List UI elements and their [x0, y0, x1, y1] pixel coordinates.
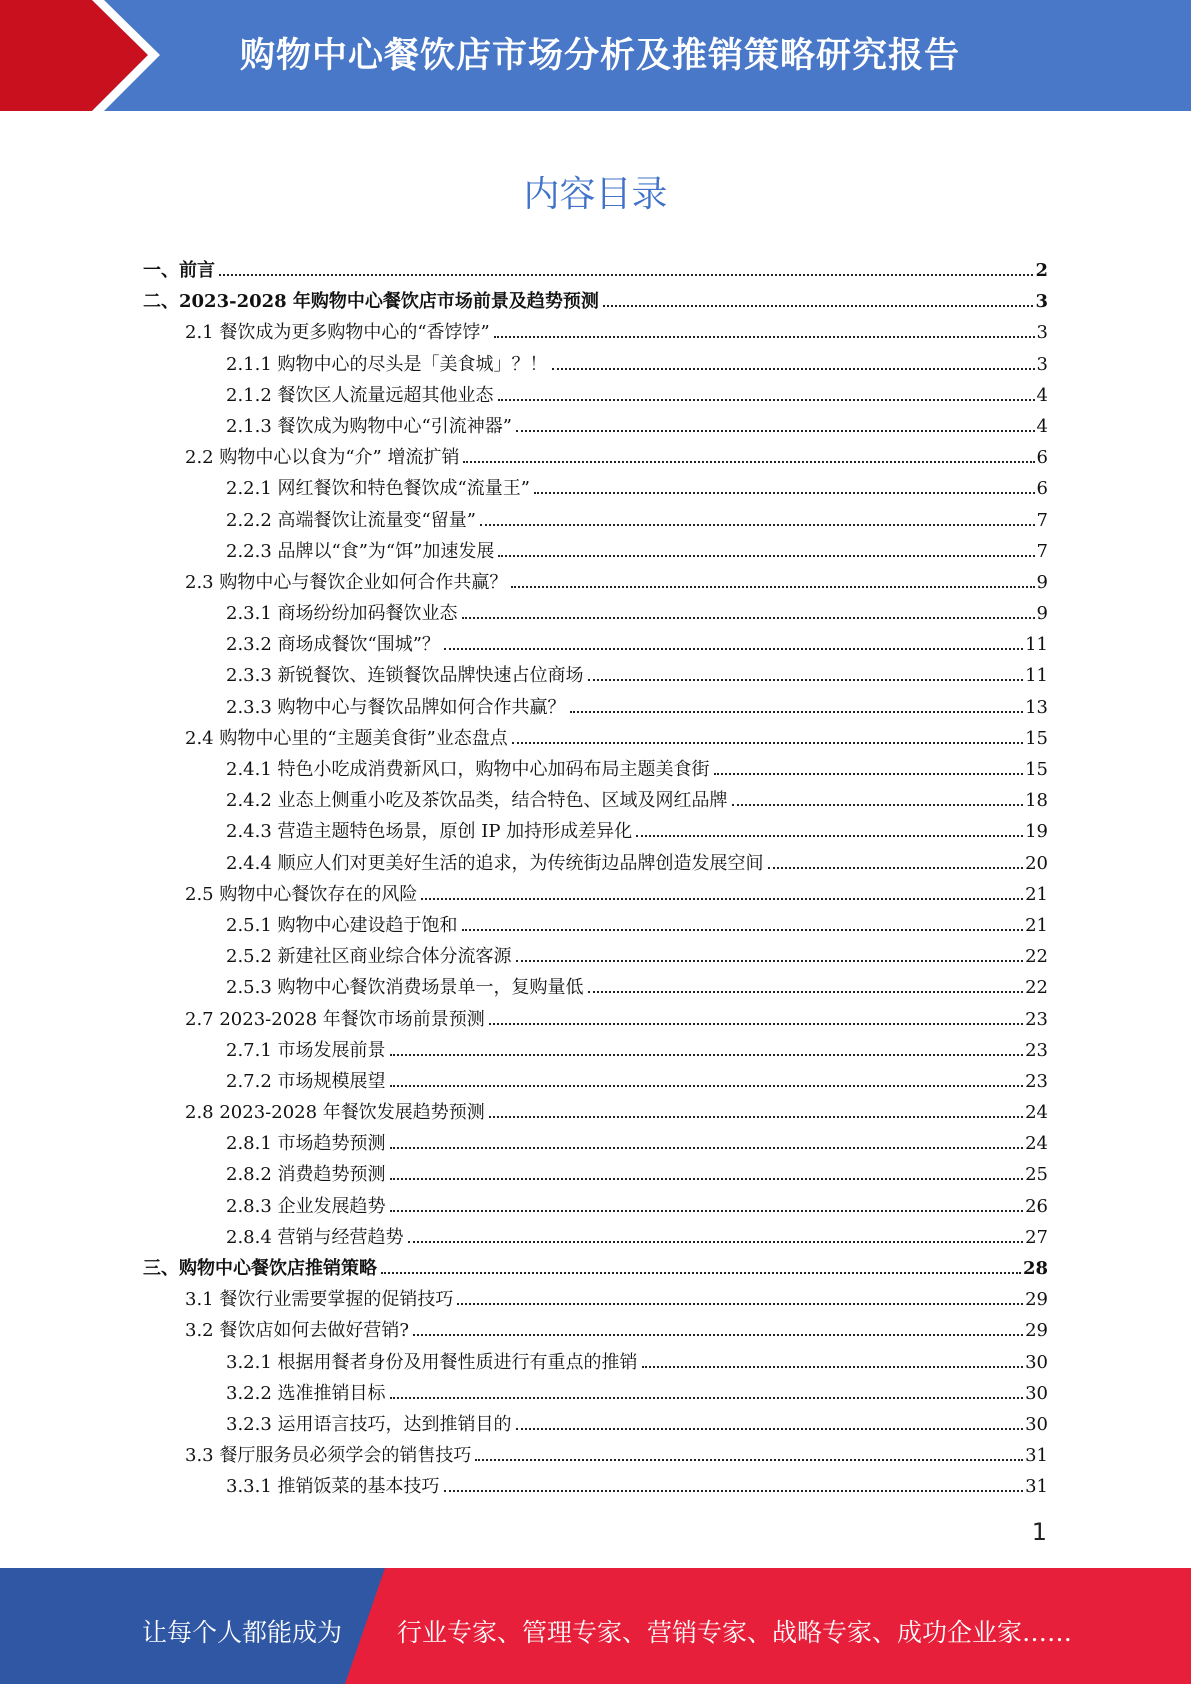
toc-entry-title: 3.2.2 选准推销目标: [226, 1382, 386, 1404]
toc-dot-leader: [390, 1054, 1024, 1056]
toc-dot-leader: [489, 1116, 1023, 1118]
toc-entry[interactable]: [143, 1471, 1048, 1502]
toc-entry[interactable]: [143, 1066, 1048, 1097]
toc-dot-leader: [534, 492, 1035, 494]
toc-entry[interactable]: [143, 286, 1048, 317]
toc-dot-leader: [408, 1241, 1024, 1243]
footer-banner: [0, 1568, 1191, 1684]
toc-entry-page: 30: [1025, 1351, 1048, 1373]
toc-dot-leader: [463, 461, 1034, 463]
toc-entry-page: 15: [1025, 759, 1048, 780]
toc-entry-page: 30: [1025, 1382, 1048, 1404]
toc-entry-title: 2.8.1 市场趋势预测: [226, 1133, 386, 1155]
toc-entry-title: 3.2.1 根据用餐者身份及用餐性质进行有重点的推销: [226, 1351, 638, 1373]
toc-entry[interactable]: [143, 910, 1048, 941]
toc-dot-leader: [462, 617, 1035, 619]
toc-entry-title: 3.3 餐厅服务员必须学会的销售技巧: [185, 1445, 472, 1467]
toc-dot-leader: [390, 1397, 1024, 1399]
table-of-contents: [143, 255, 1048, 1503]
toc-entry-title: 2.1.3 餐饮成为购物中心“引流神器”: [226, 415, 512, 437]
toc-entry[interactable]: [143, 754, 1048, 785]
toc-entry[interactable]: [143, 1284, 1048, 1315]
toc-dot-leader: [552, 368, 1035, 370]
toc-entry-title: 2.3.3 购物中心与餐饮品牌如何合作共赢？: [226, 696, 566, 718]
toc-entry[interactable]: [143, 629, 1048, 660]
toc-entry-page: 9: [1036, 571, 1048, 593]
toc-entry-title: 2.7.2 市场规模展望: [226, 1070, 386, 1092]
toc-entry-title: 2.8 2023-2028 年餐饮发展趋势预测: [185, 1102, 485, 1124]
toc-dot-leader: [498, 399, 1035, 401]
toc-entry-title: 一、前言: [143, 260, 215, 281]
toc-entry-page: 18: [1025, 790, 1048, 812]
toc-entry-page: 23: [1025, 1008, 1048, 1030]
toc-entry-page: 27: [1025, 1226, 1048, 1248]
toc-dot-leader: [588, 991, 1024, 993]
toc-dot-leader: [516, 1428, 1024, 1430]
toc-dot-leader: [516, 960, 1024, 962]
toc-entry-title: 二、2023-2028 年购物中心餐饮店市场前景及趋势预测: [143, 291, 599, 313]
toc-entry-page: 31: [1025, 1476, 1048, 1498]
toc-entry-page: 29: [1025, 1289, 1048, 1311]
toc-entry[interactable]: [143, 941, 1048, 972]
toc-entry[interactable]: [143, 660, 1048, 691]
toc-entry-title: 2.3 购物中心与餐饮企业如何合作共赢？: [185, 571, 508, 593]
toc-dot-leader: [457, 1303, 1023, 1305]
toc-entry[interactable]: [143, 380, 1048, 411]
toc-entry-title: 2.3.1 商场纷纷加码餐饮业态: [226, 603, 458, 625]
toc-dot-leader: [768, 867, 1024, 869]
toc-dot-leader: [642, 1366, 1024, 1368]
toc-entry-title: 2.8.2 消费趋势预测: [226, 1164, 386, 1186]
toc-entry[interactable]: [143, 1378, 1048, 1409]
toc-dot-leader: [390, 1210, 1024, 1212]
footer-slogan-right: 行业专家、管理专家、营销专家、战略专家、成功企业家……: [397, 1618, 1073, 1647]
toc-entry-page: 24: [1025, 1133, 1048, 1155]
toc-entry-title: 3.2 餐饮店如何去做好营销?: [185, 1320, 409, 1342]
toc-entry-page: 31: [1025, 1445, 1048, 1467]
toc-entry[interactable]: [143, 255, 1048, 286]
toc-entry[interactable]: [143, 1128, 1048, 1159]
toc-dot-leader: [714, 773, 1024, 775]
toc-entry[interactable]: [143, 1347, 1048, 1378]
toc-entry-page: 11: [1025, 634, 1048, 656]
toc-entry-page: 6: [1036, 447, 1048, 469]
toc-entry-page: 22: [1025, 977, 1048, 999]
toc-entry-page: 22: [1025, 946, 1048, 968]
toc-entry-title: 2.1.1 购物中心的尽头是「美食城」？！: [226, 353, 548, 375]
toc-entry[interactable]: [143, 1159, 1048, 1190]
toc-dot-leader: [390, 1147, 1024, 1149]
toc-entry-title: 3.2.3 运用语言技巧，达到推销目的: [226, 1413, 512, 1435]
toc-entry-title: 2.3.2 商场成餐饮“围城”？: [226, 634, 440, 656]
toc-entry-page: 29: [1025, 1320, 1048, 1342]
toc-entry-title: 2.1.2 餐饮区人流量远超其他业态: [226, 384, 494, 406]
toc-dot-leader: [381, 1272, 1021, 1274]
toc-entry-page: 9: [1036, 603, 1048, 625]
toc-entry-page: 23: [1025, 1039, 1048, 1061]
toc-dot-leader: [489, 1023, 1023, 1025]
toc-entry[interactable]: [143, 1222, 1048, 1253]
toc-entry-title: 2.5.2 新建社区商业综合体分流客源: [226, 946, 512, 968]
toc-dot-leader: [498, 555, 1034, 557]
toc-entry-page: 15: [1025, 727, 1048, 749]
toc-entry-title: 2.4.1 特色小吃成消费新风口，购物中心加码布局主题美食街: [226, 759, 710, 780]
toc-entry-title: 2.5 购物中心餐饮存在的风险: [185, 883, 418, 905]
toc-dot-leader: [636, 835, 1023, 837]
toc-entry-page: 24: [1025, 1102, 1048, 1124]
toc-entry[interactable]: [143, 1409, 1048, 1440]
toc-entry[interactable]: [143, 411, 1048, 442]
toc-entry[interactable]: [143, 1004, 1048, 1035]
toc-dot-leader: [588, 679, 1024, 681]
toc-entry-title: 2.2.1 网红餐饮和特色餐饮成“流量王”: [226, 478, 530, 500]
toc-entry-page: 7: [1036, 509, 1048, 531]
toc-entry-title: 2.8.4 营销与经营趋势: [226, 1226, 404, 1248]
toc-dot-leader: [732, 804, 1024, 806]
toc-entry-title: 2.5.3 购物中心餐饮消费场景单一，复购量低: [226, 977, 584, 999]
toc-dot-leader: [512, 742, 1023, 744]
toc-dot-leader: [570, 711, 1024, 713]
toc-entry[interactable]: [143, 816, 1048, 847]
toc-entry-page: 3: [1036, 322, 1048, 344]
toc-entry-page: 6: [1036, 478, 1048, 500]
toc-entry-title: 2.4.4 顺应人们对更美好生活的追求，为传统街边品牌创造发展空间: [226, 852, 764, 874]
toc-dot-leader: [603, 305, 1034, 307]
toc-entry-title: 3.3.1 推销饭菜的基本技巧: [226, 1476, 440, 1498]
toc-entry-page: 21: [1025, 883, 1048, 905]
toc-entry-title: 2.2.2 高端餐饮让流量变“留量”: [226, 509, 476, 531]
toc-entry-page: 4: [1036, 384, 1048, 406]
toc-entry-title: 2.7 2023-2028 年餐饮市场前景预测: [185, 1008, 485, 1030]
toc-dot-leader: [444, 1490, 1024, 1492]
toc-entry-page: 30: [1025, 1413, 1048, 1435]
toc-entry[interactable]: [143, 349, 1048, 380]
toc-entry[interactable]: [143, 1035, 1048, 1066]
toc-entry-page: 11: [1025, 665, 1048, 687]
header-banner: [0, 0, 1191, 111]
toc-dot-leader: [511, 586, 1034, 588]
toc-entry-page: 26: [1025, 1195, 1048, 1217]
toc-title: 内容目录: [523, 174, 668, 215]
toc-entry[interactable]: [143, 1440, 1048, 1471]
toc-entry[interactable]: [143, 723, 1048, 754]
toc-entry-page: 21: [1025, 914, 1048, 936]
toc-entry-title: 2.7.1 市场发展前景: [226, 1039, 386, 1061]
toc-entry-page: 3: [1036, 353, 1048, 375]
toc-entry-page: 13: [1025, 696, 1048, 718]
toc-entry-page: 28: [1022, 1258, 1048, 1279]
toc-entry[interactable]: [143, 567, 1048, 598]
toc-entry-title: 2.4.3 营造主题特色场景，原创 IP 加持形成差异化: [226, 821, 633, 843]
header-title: 购物中心餐饮店市场分析及推销策略研究报告: [240, 36, 961, 76]
toc-entry-page: 2: [1035, 260, 1048, 281]
toc-dot-leader: [390, 1085, 1024, 1087]
toc-entry[interactable]: [143, 785, 1048, 816]
toc-entry[interactable]: [143, 473, 1048, 504]
toc-entry-title: 2.1 餐饮成为更多购物中心的“香饽饽”: [185, 322, 490, 344]
toc-entry[interactable]: [143, 1253, 1048, 1284]
toc-dot-leader: [462, 929, 1024, 931]
toc-entry[interactable]: [143, 442, 1048, 473]
toc-dot-leader: [390, 1178, 1024, 1180]
page-number: 1: [1031, 1518, 1047, 1546]
toc-entry[interactable]: [143, 848, 1048, 879]
toc-dot-leader: [516, 430, 1035, 432]
toc-entry-title: 2.4 购物中心里的“主题美食街”业态盘点: [185, 727, 508, 749]
toc-entry-title: 2.8.3 企业发展趋势: [226, 1195, 386, 1217]
toc-entry-page: 23: [1025, 1070, 1048, 1092]
toc-entry[interactable]: [143, 879, 1048, 910]
toc-dot-leader: [421, 898, 1023, 900]
toc-entry-page: 3: [1035, 291, 1048, 313]
toc-entry-page: 4: [1036, 415, 1048, 437]
toc-entry-title: 2.4.2 业态上侧重小吃及茶饮品类，结合特色、区域及网红品牌: [226, 790, 728, 812]
footer-slogan-left: 让每个人都能成为: [142, 1618, 343, 1647]
toc-dot-leader: [480, 524, 1035, 526]
toc-entry-title: 3.1 餐饮行业需要掌握的促销技巧: [185, 1289, 454, 1311]
toc-dot-leader: [219, 274, 1033, 276]
toc-entry[interactable]: [143, 536, 1048, 567]
toc-entry-page: 25: [1025, 1164, 1048, 1186]
toc-entry[interactable]: [143, 692, 1048, 723]
toc-entry[interactable]: [143, 1097, 1048, 1128]
toc-entry[interactable]: [143, 972, 1048, 1003]
toc-entry-page: 20: [1025, 852, 1048, 874]
toc-dot-leader: [475, 1459, 1023, 1461]
toc-entry[interactable]: [143, 1315, 1048, 1346]
toc-dot-leader: [444, 648, 1023, 650]
toc-entry-title: 2.5.1 购物中心建设趋于饱和: [226, 914, 458, 936]
toc-entry[interactable]: [143, 598, 1048, 629]
toc-entry[interactable]: [143, 1191, 1048, 1222]
toc-entry-page: 7: [1036, 540, 1048, 562]
arrow-decoration-icon: [0, 0, 160, 111]
toc-entry-title: 2.2 购物中心以食为“介” 增流扩销: [185, 447, 460, 469]
toc-entry-title: 三、购物中心餐饮店推销策略: [143, 1258, 377, 1279]
toc-entry[interactable]: [143, 505, 1048, 536]
toc-dot-leader: [413, 1334, 1023, 1336]
toc-entry[interactable]: [143, 317, 1048, 348]
toc-dot-leader: [494, 336, 1035, 338]
toc-entry-title: 2.3.3 新锐餐饮、连锁餐饮品牌快速占位商场: [226, 665, 584, 687]
toc-entry-title: 2.2.3 品牌以“食”为“饵”加速发展: [226, 540, 495, 562]
toc-entry-page: 19: [1025, 821, 1048, 843]
